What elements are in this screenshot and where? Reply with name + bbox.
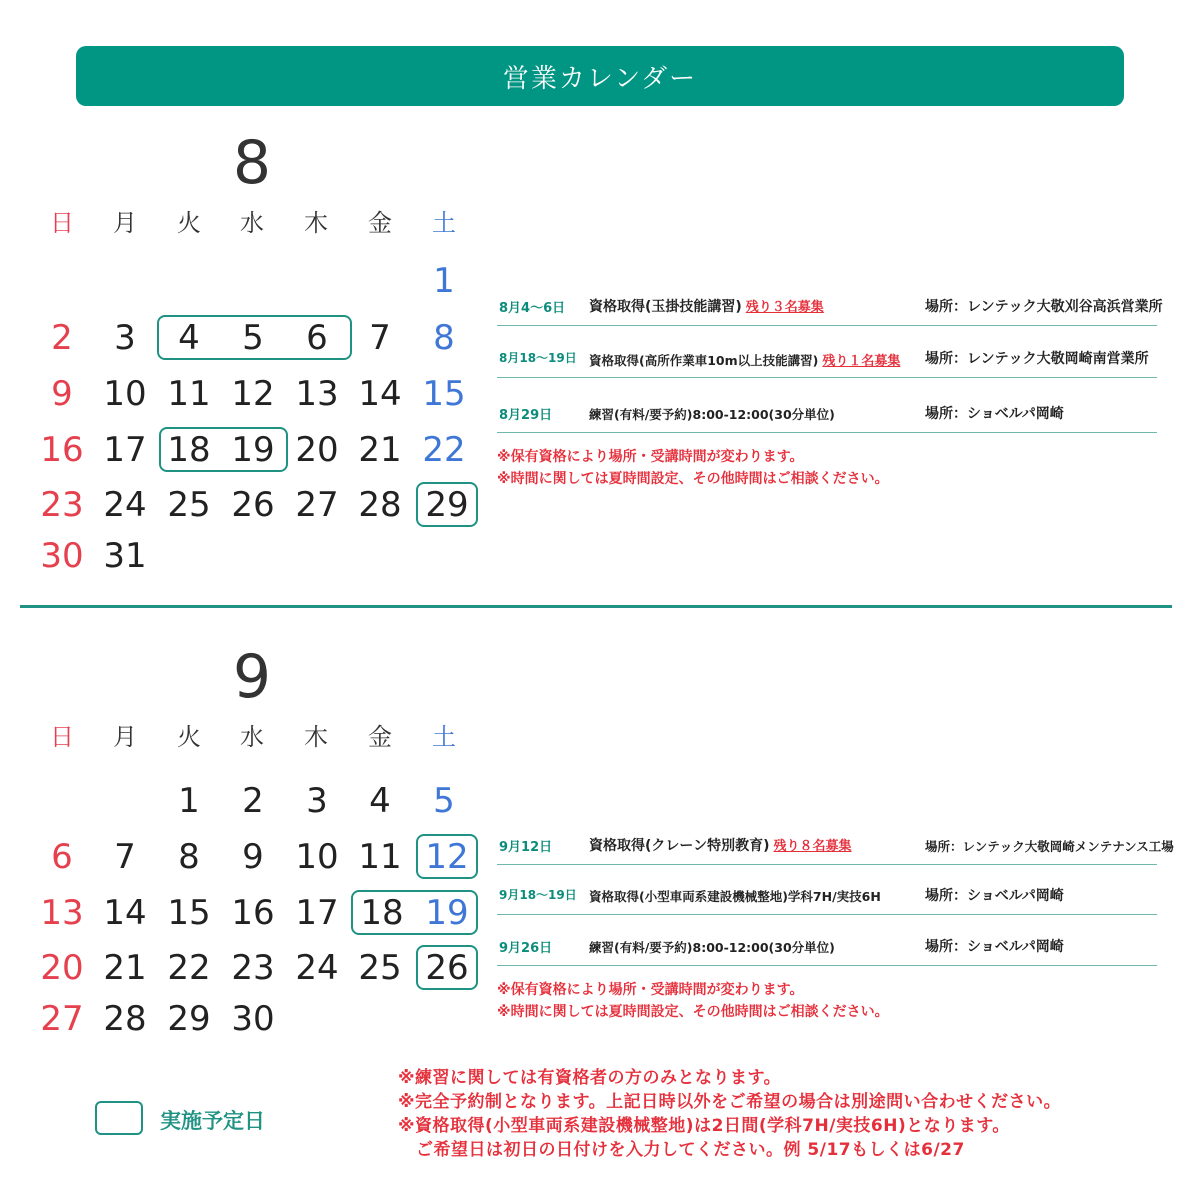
calendar-day: 2 (242, 781, 264, 821)
calendar-day: 19 (231, 430, 275, 470)
calendar-day: 3 (114, 318, 136, 358)
event-title: 資格取得(クレーン特別教育) (589, 838, 770, 854)
calendar-day: 1 (433, 261, 455, 301)
calendar-day: 25 (358, 948, 402, 988)
calendar-day: 14 (103, 893, 147, 933)
event-row (497, 285, 1163, 326)
remaining-seats-link[interactable]: 残り１名募集 (822, 354, 901, 369)
calendar-day: 30 (40, 536, 84, 576)
calendar-day: 24 (103, 485, 147, 525)
calendar-day: 21 (103, 948, 147, 988)
calendar-day: 26 (425, 948, 469, 988)
calendar-day: 25 (167, 485, 211, 525)
calendar-day: 27 (40, 999, 84, 1039)
calendar-day: 20 (295, 430, 339, 470)
calendar-day: 15 (167, 893, 211, 933)
calendar-day: 7 (369, 318, 391, 358)
bottom-note: ご希望日は初日の日付けを入力してください。例 5/17もしくは6/27 (416, 1140, 965, 1160)
weekday-thu: 木 (304, 723, 328, 751)
event-row (497, 337, 1157, 378)
legend-swatch (95, 1101, 143, 1135)
calendar-day: 5 (242, 318, 264, 358)
month-number-august: 8 (232, 128, 272, 198)
weekday-mon: 月 (113, 723, 137, 751)
event-description (589, 835, 852, 855)
calendar-day: 22 (167, 948, 211, 988)
calendar-day: 29 (425, 485, 469, 525)
event-row (497, 824, 1174, 865)
event-date: 9月18～19日 (499, 888, 577, 902)
calendar-day: 23 (231, 948, 275, 988)
event-date: 8月29日 (499, 408, 553, 423)
remaining-seats-link[interactable]: 残り３名募集 (745, 300, 824, 315)
calendar-day: 27 (295, 485, 339, 525)
weekday-mon: 月 (113, 209, 137, 237)
calendar-day: 10 (295, 837, 339, 877)
event-date: 9月12日 (499, 840, 553, 855)
event-row (497, 392, 1157, 433)
calendar-title-banner (76, 46, 1124, 106)
calendar-title: 営業カレンダー (502, 63, 698, 94)
event-date: 8月18～19日 (499, 351, 577, 365)
event-place: 場所：ショベルパ岡崎 (925, 939, 1064, 955)
event-row (497, 925, 1157, 966)
calendar-day: 17 (295, 893, 339, 933)
calendar-day: 31 (103, 536, 147, 576)
calendar-day: 23 (40, 485, 84, 525)
bottom-note: ※練習に関しては有資格者の方のみとなります。 (398, 1068, 782, 1088)
weekday-fri: 金 (368, 209, 392, 237)
calendar-day: 24 (295, 948, 339, 988)
calendar-day: 20 (40, 948, 84, 988)
remaining-seats-link[interactable]: 残り８名募集 (773, 839, 852, 854)
event-title: 資格取得(高所作業車10m以上技能講習) (589, 353, 819, 368)
calendar-day: 10 (103, 374, 147, 414)
calendar-day: 18 (167, 430, 211, 470)
calendar-day: 12 (231, 374, 275, 414)
calendar-day: 16 (40, 430, 84, 470)
calendar-day: 13 (40, 893, 84, 933)
calendar-day: 17 (103, 430, 147, 470)
calendar-day: 3 (306, 781, 328, 821)
calendar-day: 2 (51, 318, 73, 358)
weekday-sun: 日 (50, 723, 74, 751)
weekday-sun: 日 (50, 209, 74, 237)
calendar-day: 14 (358, 374, 402, 414)
event-place: 場所：レンテック大敬岡崎南営業所 (925, 351, 1149, 367)
legend-label: 実施予定日 (160, 1109, 265, 1133)
event-place: 場所：ショベルパ岡崎 (925, 406, 1064, 422)
weekday-wed: 水 (240, 209, 264, 237)
weekday-tue: 火 (177, 723, 201, 751)
event-date: 9月26日 (499, 941, 553, 956)
calendar-day: 30 (231, 999, 275, 1039)
event-place: 場所：レンテック大敬岡崎メンテナンス工場 (925, 839, 1174, 854)
calendar-day: 11 (167, 374, 211, 414)
calendar-day: 9 (242, 837, 264, 877)
calendar-day: 22 (422, 430, 466, 470)
event-description (589, 296, 824, 316)
event-description: 練習(有料/要予約)8:00-12:00(30分単位) (589, 407, 835, 422)
calendar-day: 4 (178, 318, 200, 358)
calendar-day: 6 (306, 318, 328, 358)
event-title: 資格取得(玉掛技能講習) (589, 299, 742, 315)
event-place: 場所：レンテック大敬刈谷高浜営業所 (925, 299, 1163, 315)
weekday-sat: 土 (432, 723, 456, 751)
event-note: ※時間に関しては夏時間設定、その他時間はご相談ください。 (497, 1004, 889, 1020)
weekday-fri: 金 (368, 723, 392, 751)
calendar-day: 8 (433, 318, 455, 358)
event-note: ※保有資格により場所・受講時間が変わります。 (497, 982, 804, 998)
event-note: ※保有資格により場所・受講時間が変わります。 (497, 449, 804, 465)
calendar-day: 6 (51, 837, 73, 877)
calendar-day: 7 (114, 837, 136, 877)
calendar-day: 13 (295, 374, 339, 414)
calendar-day: 1 (178, 781, 200, 821)
calendar-day: 28 (358, 485, 402, 525)
month-divider (20, 605, 1172, 608)
calendar-day: 26 (231, 485, 275, 525)
event-description: 練習(有料/要予約)8:00-12:00(30分単位) (589, 940, 835, 955)
bottom-note: ※完全予約制となります。上記日時以外をご希望の場合は別途問い合わせください。 (398, 1092, 1062, 1112)
month-number-september: 9 (232, 642, 272, 712)
event-row (497, 874, 1157, 915)
event-place: 場所：ショベルパ岡崎 (925, 888, 1064, 904)
weekday-sat: 土 (432, 209, 456, 237)
event-description (589, 350, 900, 369)
event-description: 資格取得(小型車両系建設機械整地)学科7H/実技6H (589, 889, 881, 904)
event-note: ※時間に関しては夏時間設定、その他時間はご相談ください。 (497, 471, 889, 487)
calendar-day: 29 (167, 999, 211, 1039)
calendar-day: 28 (103, 999, 147, 1039)
weekday-thu: 木 (304, 209, 328, 237)
calendar-day: 15 (422, 374, 466, 414)
calendar-day: 16 (231, 893, 275, 933)
calendar-day: 8 (178, 837, 200, 877)
calendar-day: 18 (360, 893, 404, 933)
calendar-day: 21 (358, 430, 402, 470)
calendar-day: 5 (433, 781, 455, 821)
weekday-wed: 水 (240, 723, 264, 751)
calendar-day: 4 (369, 781, 391, 821)
calendar-day: 19 (425, 893, 469, 933)
calendar-day: 11 (358, 837, 402, 877)
event-date: 8月4～6日 (499, 301, 566, 316)
bottom-note: ※資格取得(小型車両系建設機械整地)は2日間(学科7H/実技6H)となります。 (398, 1116, 1010, 1136)
calendar-day: 9 (51, 374, 73, 414)
calendar-day: 12 (425, 837, 469, 877)
weekday-tue: 火 (177, 209, 201, 237)
